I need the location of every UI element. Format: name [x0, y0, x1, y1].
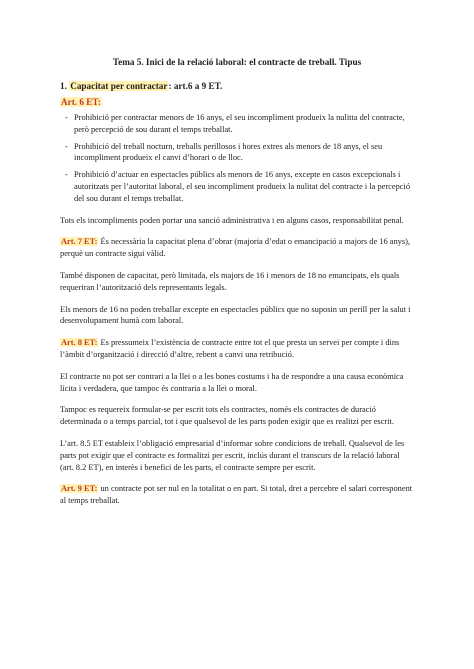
- dash-bullet-icon: -: [65, 170, 68, 180]
- art8-paragraph: Art. 8 ET: Es pressumeix l’existència de contracte entre tot el que presta un servei per compte i dins l’àmbit d’organització i direcció d’altre, rebent a canvi una retribució.: [60, 338, 400, 359]
- list-item: - Prohibició per contractar menors de 16 anys, el seu incompliment produeix la nulitta del contracte, però percepció de sou durant el temps treballat.: [65, 113, 405, 134]
- art6-label: Art. 6 ET:: [61, 97, 101, 107]
- art7-paragraph-3: Els menors de 16 no poden treballar excepte en espectacles públics que no suposin un perill per la salut i desenvolupament humà com laboral.: [60, 304, 411, 326]
- section-rest: : art.6 a 9 ET.: [168, 81, 223, 91]
- art7-paragraph-2: També disponen de capacitat, però limitada, els majors de 16 i menors de 18 no emancipats, els quals requeriran l’autorització dels representants legals.: [60, 270, 400, 292]
- art8-paragraph-4: L’art. 8.5 ET estableix l’obligació empresarial d’informar sobre condicions de treball. Qualsevol de les parts pot exigir que el contracte es formalitzi per escrit, inclús durant el transcurs de la relació laboral (art. 8.2 ET), en interès i benefici de les parts, el contracte sempre per escrit.: [60, 438, 405, 472]
- art8-label: Art. 8 ET:: [61, 338, 98, 348]
- document-title: Tema 5. Inici de la relació laboral: el contracte de treball. Tipus: [112, 57, 362, 67]
- art6-list: [60, 112, 414, 205]
- art8-paragraph-2: El contracte no pot ser contrari a la llei o a les bones costums i ha de respondre a una causa econòmica lícita i verdadera, que tampoc és contraria a la llei o moral.: [60, 371, 404, 393]
- section-number: 1.: [60, 81, 67, 91]
- dash-bullet-icon: -: [65, 113, 68, 122]
- art8-paragraph-3: Tampoc es requereix formular-se per escrit tots els contractes, només els contractes de duració determinada o a temps parcial, tot i que qualsevol de les parts poden exigir que es realitzi per escrit.: [60, 405, 394, 427]
- art9-paragraph: Art. 9 ET: un contracte pot ser nul en la totalitat o en part. Si total, dret a percebre el salari corresponent al temps treballat.: [60, 484, 413, 506]
- list-item: - Prohibició del treball nocturn, treballs perillosos i hores extres als menors de 18 anys, el seu incompliment produeix el canvi d’horari o de lloc.: [65, 141, 383, 163]
- art9-label: Art. 9 ET:: [61, 484, 98, 494]
- list-item: - Prohibició d’actuar en espectacles públics als menors de 16 anys, excepte en casos excepcionals i autoritzats per l’autoritat laboral, el seu incompliment produeix la nulitat del contracte i la percepció del sou durant el temps treballat.: [65, 170, 411, 203]
- dash-bullet-icon: -: [65, 141, 68, 151]
- art6-heading: [60, 96, 414, 108]
- section-label: Capacitat per contractar: [70, 81, 168, 91]
- section-heading: [60, 80, 414, 92]
- art7-paragraph: Art. 7 ET: És necessària la capacitat plena d’obrar (majoria d’edat o emancipació a majors de 16 anys), perquè un contracte sigui vàlid.: [60, 237, 410, 259]
- art6-note: Tots els incompliments poden portar una sanció administrativa i en alguns casos, responsabilitat penal.: [60, 215, 404, 225]
- art7-label: Art. 7 ET:: [61, 237, 98, 247]
